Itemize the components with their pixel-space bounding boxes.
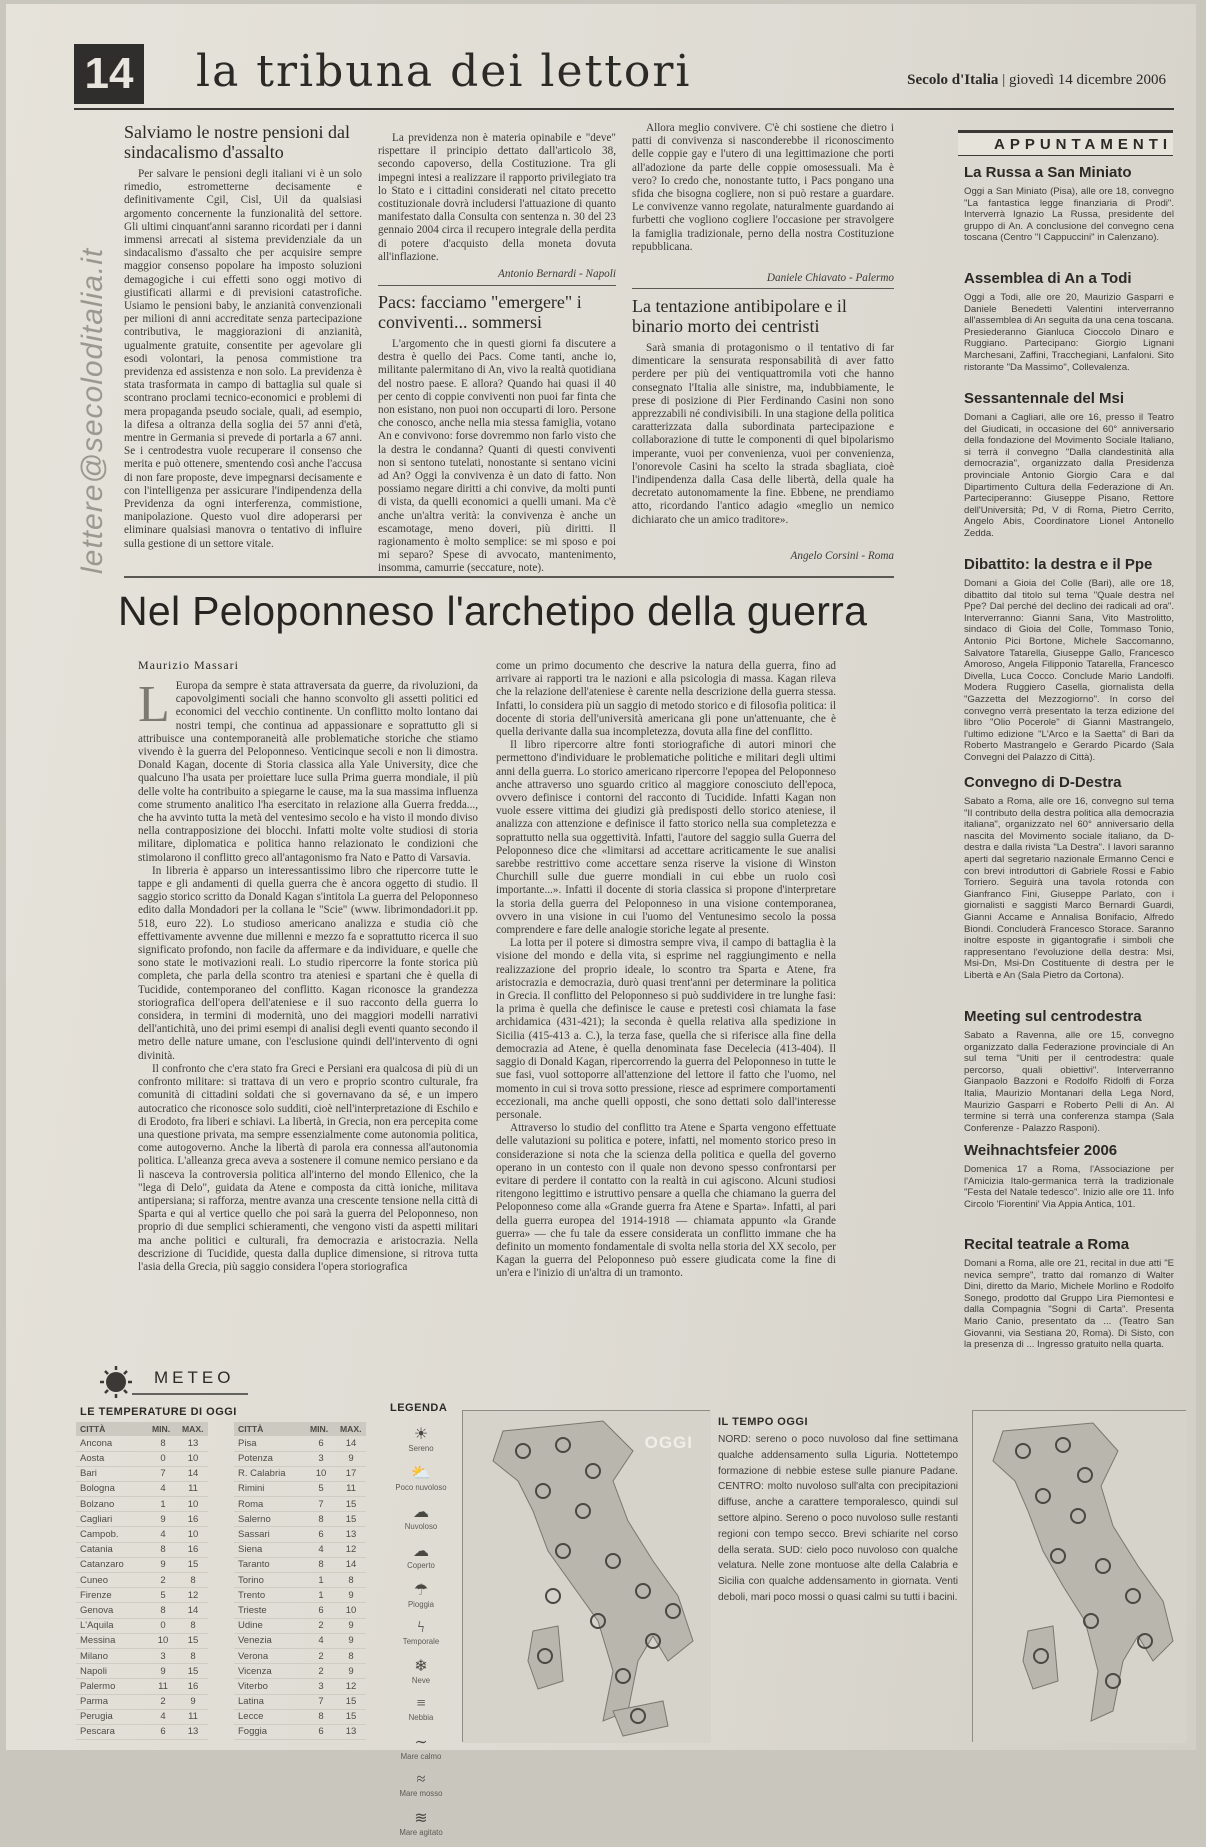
min-temp-cell: 9 <box>148 1664 178 1679</box>
city-cell: Firenze <box>76 1588 148 1603</box>
city-cell: Bolzano <box>76 1497 148 1512</box>
legend-item <box>390 1541 452 1570</box>
table-row <box>234 1709 366 1724</box>
min-temp-cell: 4 <box>148 1527 178 1542</box>
divider <box>378 285 616 286</box>
letter-1-body: Per salvare le pensioni degli italiani vi è un solo rimedio, estrometterne decisamente e definitivamente Cgil, Cisl, Uil da qualsiasi argomento concernente la funzionalità del settore. Gli ultimi cinquant'anni saranno ricordati per i danni immensi arrecati al sistema previdenziale da un sindacalismo d'assalto che per acquisire sempre maggior consenso popolare ha imposto soluzioni demagogiche i cui effetti sono oggi motivo di giustificati allarmi e di previsioni catastrofiche. Usiamo le pensioni baby, le anzianità convenzionali per milioni di anni accreditate senza partecipazione contributiva, le maggiorazioni di anzianità, ugualmente gratuite, consentite per agevolare gli esodi volontari, la penosa commistione tra previdenza ed assistenza e non solo. La previdenza è stata trasformata in campo di battaglia sul quale si scontrano proclami tecnico-economici e problemi di mera propaganda pseudo sociale, quali, ad esempio, la difesa a oltranza della soglia dei 57 anni d'età, mentre in Germania si prevede di portarla a 67 anni. Se i centrodestra vuole recuperare il consenso che merita e può ottenere, smentendo così anche l'accusa di non fare proposte, deve impegnarsi decisamente e con l'intelligenza per assicurare l'indipendenza della Previdenza da ogni interferenza, commistione, manipolazione. Questo vuol dire adoperarsi per eliminare qualsiasi manovra o tentativo di influire sulla gestione di un settore vitale. <box>124 168 362 550</box>
letter-3 <box>632 296 894 549</box>
min-temp-cell: 2 <box>148 1694 178 1709</box>
table-row <box>234 1588 366 1603</box>
city-cell: Trento <box>234 1588 306 1603</box>
article-paragraph: come un primo documento che descrive la natura della guerra, fino ad arrivare ai rapporti tra le nazioni e alla psicologia di massa. Kagan rileva che la relazione dell'ateniese è carente nella descrizione della guerra stessa. Infatti, lo considera più un saggio di metodo storico e di filosofia politica: il docente di storia dell'università americana gli pone un'attenuante, che è quella derivante dalla sua incompletezza, dovuta alla fine del conflitto. <box>496 660 836 739</box>
legend-label: Mare calmo <box>400 1752 442 1761</box>
city-cell: R. Calabria <box>234 1466 306 1481</box>
table-row <box>234 1679 366 1694</box>
min-temp-cell: 6 <box>306 1436 336 1451</box>
event-title: Recital teatrale a Roma <box>964 1236 1130 1253</box>
article-col-2 <box>496 660 836 1340</box>
max-temp-cell: 15 <box>336 1512 366 1527</box>
legend-label: Nuvoloso <box>404 1522 438 1531</box>
event-title: Weihnachtsfeier 2006 <box>964 1142 1118 1159</box>
letter-2-signature: Daniele Chiavato - Palermo <box>766 272 894 284</box>
min-temp-cell: 7 <box>306 1497 336 1512</box>
city-cell: Foggia <box>234 1724 306 1739</box>
weather-symbol-icon: ☁ <box>413 1543 429 1560</box>
max-temp-cell: 12 <box>336 1679 366 1694</box>
table-row <box>76 1603 208 1618</box>
max-temp-cell: 10 <box>178 1451 208 1466</box>
dropcap: L <box>138 676 170 733</box>
weather-symbol-icon: ≈ <box>416 1771 426 1788</box>
legend-item <box>390 1619 452 1646</box>
max-temp-cell: 8 <box>178 1573 208 1588</box>
city-cell: Parma <box>76 1694 148 1709</box>
issue-date: giovedì 14 dicembre 2006 <box>1008 72 1166 88</box>
appointments-header: APPUNTAMENTI <box>958 130 1173 156</box>
min-temp-cell: 1 <box>306 1573 336 1588</box>
article-paragraph: La lotta per il potere si dimostra sempre viva, il campo di battaglia è la visione del mondo e della vita, si esprime nel raggiungimento e nella realizzazione del proprio ideale, lo scontro tra Sparta e Atene, fra aristocrazia e democrazia, durò quasi trent'anni per determinare la politica in Grecia. Il conflitto del Peloponneso si può suddividere in tre lunghe fasi: la prima è quella che definisce le cause e pretesti così chiamata la fase archidamica (431-421); la seconda è quella relativa alla spedizione in Sicilia (415-413 a. C.), la terza fase, quella che si riferisce alla fine della democrazia ad Atene, è quella denominata fase Decelecia (413-404). Il saggio di Donald Kagan, ripercorrendo la guerra del Peloponneso in tutte le sue fasi, vuol sottoporre all'attenzione del lettore il fatto che l'uomo, nel momento in cui si trova sotto pressione, riesce ad esprimere comportamenti eccezionali, ma anche quelli opposti, che sono dettati solo dall'interesse personale. <box>496 937 836 1121</box>
max-temp-cell: 16 <box>178 1512 208 1527</box>
min-temp-cell: 1 <box>306 1588 336 1603</box>
table-row <box>76 1648 208 1663</box>
min-temp-cell: 1 <box>148 1497 178 1512</box>
max-temp-cell: 8 <box>178 1618 208 1633</box>
newspaper-name: Secolo d'Italia <box>907 72 999 88</box>
legend-item <box>390 1463 452 1492</box>
table-row <box>234 1481 366 1496</box>
weather-symbol-icon: ≡ <box>416 1695 426 1712</box>
table-row <box>234 1451 366 1466</box>
letter-2-col-2: Allora meglio convivere. C'è chi sostiene che dietro i patti di convivenza si nasconderebbe il riconoscimento delle coppie gay e l'utero di una legittimazione che porti all'adozione da parte delle coppie omosessuali. Ma è vero? Io credo che, nonostante tutto, i Pacs pongano una sfida che bisogna cogliere, non si può restare a guardare. Le convivenze vanno regolate, naturalmente guardando ai furbetti che vogliono cogliere l'occasione per stravolgere la famiglia tradizionale, perno della nostra Costituzione repubblicana. <box>632 122 894 253</box>
weather-map <box>462 1410 710 1742</box>
article-paragraph: Il libro ripercorre altre fonti storiografiche di autori minori che permettono d'individuare le problematiche politiche e militari degli ultimi anni della guerra. Lo storico americano ripercorre l'epopea del Peloponneso anche attraverso uno sguardo critico al maggiore conosciuto dell'epoca, ovvero definisce i contorni del racconto di Tucidide. Infatti Kagan non vuole essere vittima dei giudizi già predisposti dello storico ateniese, il analizza con attenzione e definisce il fatto storico nella sua completezza e soprattutto nella sua oggettività. Infatti, l'autore del saggio sulla Guerra del Peloponneso dice che «limitarsi ad accettare acriticamente le sue analisi sarebbe restrittivo come accettare senza riserve la visione di Winston Churchill sulle due guerre mondiali in cui ebbe un ruolo così importante...». Infatti il docente di storia classica si propone d'interpretare la storia della guerra del Peloponneso in una visione contemporanea, ovvero in una visione in cui l'uomo del Ventunesimo secolo la possa comprendere e fare delle analogie storiche legate al presente. <box>496 739 836 937</box>
city-cell: Latina <box>234 1694 306 1709</box>
event-text: Domani a Roma, alle ore 21, recital in due atti "E nevica sempre", tratto dal romanzo di Walter Dini, diretto da Mario, Michele Morlino e Rodolfo Sonego, prodotto dal Gruppo Lira Piemontesi e dalla Compagnia "Sogni di Carta". Presenta Mario Canio, presentato da ... (Teatro San Giovanni, via Sestiana 20, Roma). Di Sisto, con la presenza di ... Ingresso gratuito nella quarta. <box>964 1258 1174 1351</box>
min-temp-cell: 0 <box>148 1451 178 1466</box>
city-cell: Potenza <box>234 1451 306 1466</box>
table-row <box>76 1679 208 1694</box>
letter-1-col-2 <box>378 132 616 280</box>
letter-1-signature: Antonio Bernardi - Napoli <box>498 268 616 280</box>
temperatures-table-left <box>76 1422 208 1740</box>
max-temp-cell: 9 <box>178 1694 208 1709</box>
legend-item <box>390 1424 452 1453</box>
event <box>964 1008 1174 1136</box>
forecast-title: IL TEMPO OGGI <box>718 1416 809 1428</box>
table-row <box>234 1603 366 1618</box>
table-row <box>234 1618 366 1633</box>
max-temp-cell: 15 <box>178 1557 208 1572</box>
table-row <box>234 1497 366 1512</box>
divider <box>124 576 894 578</box>
max-temp-cell: 9 <box>336 1451 366 1466</box>
max-temp-cell: 14 <box>336 1436 366 1451</box>
event <box>964 1142 1174 1234</box>
table-row <box>234 1527 366 1542</box>
max-temp-cell: 13 <box>178 1436 208 1451</box>
max-temp-cell: 10 <box>336 1603 366 1618</box>
side-email: lettere@secoloditalia.it <box>76 247 109 574</box>
city-cell: Catania <box>76 1542 148 1557</box>
event <box>964 270 1174 382</box>
city-cell: Catanzaro <box>76 1557 148 1572</box>
min-temp-cell: 8 <box>148 1542 178 1557</box>
min-temp-cell: 4 <box>306 1542 336 1557</box>
max-temp-cell: 11 <box>178 1709 208 1724</box>
min-temp-cell: 8 <box>148 1603 178 1618</box>
city-cell: Bologna <box>76 1481 148 1496</box>
max-temp-cell: 10 <box>178 1497 208 1512</box>
city-cell: Campob. <box>76 1527 148 1542</box>
weather-symbol-icon: ☀ <box>413 1426 429 1443</box>
page-number: 14 <box>74 44 144 104</box>
article-byline: Maurizio Massari <box>138 658 239 672</box>
legend-item <box>390 1771 452 1798</box>
max-temp-cell: 11 <box>336 1481 366 1496</box>
legend-label: Pioggia <box>407 1600 434 1609</box>
table-row <box>76 1557 208 1572</box>
column-header: MAX. <box>336 1422 366 1436</box>
temperatures-title: LE TEMPERATURE DI OGGI <box>80 1406 237 1418</box>
event-text: Domani a Gioia del Colle (Bari), alle ore 18, dibattito dal titolo sul tema "Quale destra nel Ppe? Dal perché del declino dei radicali ad ora". Interverranno: Gianni Sana, Vito Mastrolitto, sindaco di Gioia del Colle, Tommaso Tonio, Antonio Pici Bortone, Michele Saccomanno, Salvatore Tatarella, Giuseppe Gallo, Francesco Amoroso, Angela Filipponio Tatarella, Francesco Divella, Luca Cocco. Conclude Mario Landolfi. Modera Ruggiero Casella, giornalista della "Gazzetta del Mezzogiorno". In corso del convegno verrà presentato la terza edizione del libro "Olio Pocerole" di Gianni Mastrangelo, l'ultimo edizione "L'Arco e la Saetta" di Bari da Roberto Mastrangelo e Gerardo Picardo (Sala Convegni del Palazzo di Città). <box>964 578 1174 763</box>
table-row <box>234 1512 366 1527</box>
table-row <box>76 1724 208 1739</box>
city-cell: Viterbo <box>234 1679 306 1694</box>
weather-symbol-icon: ∼ <box>414 1734 428 1751</box>
map-label: OGGI <box>644 1433 693 1452</box>
min-temp-cell: 8 <box>148 1436 178 1451</box>
city-cell: Napoli <box>76 1664 148 1679</box>
min-temp-cell: 6 <box>306 1724 336 1739</box>
max-temp-cell: 12 <box>178 1588 208 1603</box>
max-temp-cell: 16 <box>178 1679 208 1694</box>
min-temp-cell: 9 <box>148 1512 178 1527</box>
event <box>964 774 1174 1000</box>
column-header: CITTÀ <box>76 1422 148 1436</box>
city-cell: Venezia <box>234 1633 306 1648</box>
min-temp-cell: 10 <box>148 1633 178 1648</box>
divider <box>632 288 894 289</box>
city-cell: Aosta <box>76 1451 148 1466</box>
column-header: CITTÀ <box>234 1422 306 1436</box>
min-temp-cell: 10 <box>306 1466 336 1481</box>
event-text: Oggi a San Miniato (Pisa), alle ore 18, convegno "La fantastica legge finanziaria di Prodi". Interverrà Ignazio La Russa, presidente del gruppo di An. A conclusione del convegno cena toscana (Centro "I Cappuccini" in Calenzano). <box>964 186 1174 244</box>
legend-item <box>390 1656 452 1685</box>
letter-2-body: L'argomento che in questi giorni fa discutere a destra è quello dei Pacs. Come tanti, anche io, militante palermitano di An, vivo la realtà quotidiana del nostro paese. E allora? Quando hai quasi il 40 per cento di coppie conviventi non puoi far finta che non esistano, non puoi non occuparti di loro. Persone che conosco, anche nella mia stessa famiglia, votano An e convivono: forse dovremmo non farlo visto che la destra le condanna? Quanti di questi conviventi non si sentono tutelati, nonostante si sentano vicini ad An? Oggi la convivenza è un dato di fatto. Non possiamo negare diritti a chi convive, da molti punti di vista, da quelli economici a quelli umani. Ma c'è anche un'altra verità: la convivenza è anche un escamotage, meno doveri, più diritti. Il ragionamento è molto semplice: se mi sposo e poi mi separo? Spese di avvocato, mantenimento, insomma, camurrie (seccature, note). <box>378 338 617 575</box>
min-temp-cell: 6 <box>306 1603 336 1618</box>
table-row <box>76 1694 208 1709</box>
max-temp-cell: 8 <box>336 1573 366 1588</box>
max-temp-cell: 11 <box>178 1481 208 1496</box>
min-temp-cell: 3 <box>306 1679 336 1694</box>
min-temp-cell: 6 <box>306 1527 336 1542</box>
city-cell: Taranto <box>234 1557 306 1572</box>
column-header: MIN. <box>148 1422 178 1436</box>
city-cell: L'Aquila <box>76 1618 148 1633</box>
city-cell: Torino <box>234 1573 306 1588</box>
min-temp-cell: 3 <box>306 1451 336 1466</box>
city-cell: Palermo <box>76 1679 148 1694</box>
article-paragraph: Europa da sempre è stata attraversata da guerre, da rivoluzioni, da capovolgimenti sociali che hanno sconvolto gli assetti politici ed economici del vecchio continente. Un conflitto molto lontano dai nostri tempi, che continua ad appassionare e soprattutto gli si attribuisce una contemporaneità alle problematiche storiche che stiamo vivendo è la guerra del Peloponneso. Venticinque secoli e non li dimostra. Donald Kagan, docente di Storia classica alla Yale University, dice che qualcuno l'ha usata per proiettare luce sulla Prima guerra mondiale, il più delle volte ha contribuito a spiegarne le cause, ma la sua massima influenza come strumento analitico l'ha esercitato in relazione alla Guerra fredda..., che ha avvinto tutta la metà del ventesimo secolo e ha visto il mondo diviso nella contrapposizione dei blocchi. Infatti molte volte studiosi di storia militare, diplomatica e politica hanno relazionato le condizioni che stimolarono il conflitto greco all'antagonismo fra Nato e Patto di Varsavia. <box>138 680 478 864</box>
min-temp-cell: 2 <box>306 1648 336 1663</box>
min-temp-cell: 6 <box>148 1724 178 1739</box>
letter-2-col-1 <box>378 292 616 575</box>
italy-map-icon <box>973 1411 1187 1743</box>
min-temp-cell: 2 <box>306 1618 336 1633</box>
city-cell: Pisa <box>234 1436 306 1451</box>
max-temp-cell: 12 <box>336 1542 366 1557</box>
min-temp-cell: 2 <box>306 1664 336 1679</box>
min-temp-cell: 2 <box>148 1573 178 1588</box>
city-cell: Siena <box>234 1542 306 1557</box>
legend-label: Nebbia <box>408 1713 434 1722</box>
table-row <box>76 1588 208 1603</box>
city-cell: Roma <box>234 1497 306 1512</box>
table-row <box>234 1648 366 1663</box>
meteo-logo-text: METEO <box>154 1368 235 1387</box>
city-cell: Ancona <box>76 1436 148 1451</box>
event-title: Convegno di D-Destra <box>964 774 1122 791</box>
table-row <box>76 1466 208 1481</box>
city-cell: Vicenza <box>234 1664 306 1679</box>
table-row <box>234 1466 366 1481</box>
letter-3-title: La tentazione antibipolare e il binario morto dei centristi <box>632 296 847 336</box>
min-temp-cell: 4 <box>148 1481 178 1496</box>
event-text: Sabato a Roma, alle ore 16, convegno sul tema "Il contributo della destra politica alla democrazia italiana", organizzato nel 60° anniversario della nascita del Movimento sociale italiano, da D-destra e dalla rivista "La Destra". I lavori saranno aperti dal segretario nazionale Ermanno Cenci e con brevi introduttori di Gabriele Rossi e Fabio Torriero. Seguirà una tavola rotonda con Gianfranco Fini, Giuseppe Parlato, con i giornalisti e saggisti Marco Bernardi Guardi, Gianni Accame e Annalisa Bonifacio, Alfredo Biondi. Concluderà Francesco Storace. Saranno inoltre esposte in gigantografie i simboli che rappresentano l'evoluzione della destra: Msi, Msi-Dn, Msi-Dn Costituente di destra per le Libertà e An (Sala Pietro da Cortona). <box>964 796 1174 981</box>
city-cell: Trieste <box>234 1603 306 1618</box>
table-row <box>234 1694 366 1709</box>
italy-map-icon <box>463 1411 711 1743</box>
event <box>964 1236 1174 1351</box>
city-cell: Genova <box>76 1603 148 1618</box>
max-temp-cell: 13 <box>336 1724 366 1739</box>
letter-3-signature: Angelo Corsini - Roma <box>790 550 894 562</box>
max-temp-cell: 14 <box>178 1466 208 1481</box>
max-temp-cell: 8 <box>178 1648 208 1663</box>
max-temp-cell: 16 <box>178 1542 208 1557</box>
min-temp-cell: 0 <box>148 1618 178 1633</box>
table-row <box>76 1481 208 1496</box>
legend-label: Temporale <box>402 1637 440 1646</box>
article-paragraph: Il confronto che c'era stato fra Greci e Persiani era qualcosa di più di un confronto militare: si trattava di un vero e proprio scontro culturale, fra comunità di cittadini soldati che si governavano da sé, e un impero autocratico che riconosce solo sudditi, cioè nell'interpretazione di Eschilo e di Erodoto, fra liberi e schiavi. La libertà, in Grecia, non era percepita come una questione privata, ma sempre essenzialmente come autonomia politica, come autogoverno. Anche la libertà di parola era connessa all'autonomia politica. L'alleanza greca aveva a sostenere il comune nemico persiano e da lì nasceva la controversia politica all'interno del mondo Ellenico, che la "lega di Delo", guidata da Atene e composta da città ioniche, militava antipersiana; si rafforza, mentre avanza una crescente tensione nella città di Sparta e qui al vertice quello che poi sarà la guerra del Peloponneso, non proprio di due semplici schieramenti, che vengono visti da aspetti militari ma anche politici e culturali, fra democrazia e aristocrazia. Nella descrizione di Tucidide, questa dalla duplice dimensione, si ritrova tutta l'asia della Grecia, più saggio considera l'opera storiografica <box>138 1062 478 1273</box>
table-row <box>76 1512 208 1527</box>
min-temp-cell: 5 <box>148 1588 178 1603</box>
legend-title: LEGENDA <box>390 1402 448 1414</box>
min-temp-cell: 8 <box>306 1709 336 1724</box>
max-temp-cell: 9 <box>336 1588 366 1603</box>
event <box>964 390 1174 550</box>
table-row <box>76 1527 208 1542</box>
min-temp-cell: 4 <box>148 1709 178 1724</box>
section-title: la tribuna dei lettori <box>196 46 692 97</box>
table-row <box>234 1557 366 1572</box>
table-row <box>76 1573 208 1588</box>
city-cell: Milano <box>76 1648 148 1663</box>
event-title: La Russa a San Miniato <box>964 164 1132 181</box>
city-cell: Perugia <box>76 1709 148 1724</box>
weather-symbol-icon: ≋ <box>414 1810 428 1827</box>
max-temp-cell: 15 <box>178 1664 208 1679</box>
event <box>964 164 1174 268</box>
legend-label: Mare mosso <box>399 1789 443 1798</box>
legend-item <box>390 1502 452 1531</box>
table-row <box>76 1542 208 1557</box>
masthead: Secolo d'Italia | giovedì 14 dicembre 2006 <box>907 72 1166 88</box>
table-row <box>234 1436 366 1451</box>
min-temp-cell: 5 <box>306 1481 336 1496</box>
article-col-1 <box>138 676 478 1340</box>
max-temp-cell: 13 <box>336 1527 366 1542</box>
table-row <box>76 1451 208 1466</box>
article-paragraph: Attraverso lo studio del conflitto tra Atene e Sparta vengono effettuate delle valutazioni su politica e potere, infatti, nel momento storico preso in considerazione si nota che la scienza della politica e quella del governo operano in un contesto con il quale non devono spesso confrontarsi per evitare di perdere il contatto con la realtà in cui agiscono. Alcuni studiosi ritengono legittimo e istruttivo pensare a quella che chiamano la guerra del Peloponneso come alla «Grande guerra fra Atene e Sparta». Infatti, al pari della guerra europea del 1914-1918 — chiamata appunto «la Grande guerra» — che fu tale da essere considerata un conflitto immane che ha definito un momento fondamentale di svolta nella storia del XX secolo, per Kagan la guerra del Peloponneso può essere giudicata come la fine di un'era e l'inizio di un'altra di un tramonto. <box>496 1122 836 1280</box>
weather-legend <box>390 1424 452 1847</box>
max-temp-cell: 14 <box>178 1603 208 1618</box>
table-row <box>76 1497 208 1512</box>
temperatures-table-right <box>234 1422 366 1740</box>
legend-label: Neve <box>411 1676 431 1685</box>
max-temp-cell: 14 <box>336 1557 366 1572</box>
max-temp-cell: 15 <box>336 1694 366 1709</box>
max-temp-cell: 10 <box>178 1527 208 1542</box>
event-title: Sessantennale del Msi <box>964 390 1125 407</box>
event-text: Domani a Cagliari, alle ore 16, presso il Teatro del Giudicati, in occasione del 60° anniversario della fondazione del Movimento Sociale Italiano, si terrà il convegno "Dalla clandestinità alla democrazia", organizzato dalla Presidenza provinciale Antonio Giorgio Cara e dal Dipartimento Cultura della Federazione di An. Parteciperanno: Giuseppe Pisano, Rettore dell'Università; Pd, V di Roma, Pietro Cerrito, Angelo Abis, Coordinatore Lionel Antonello Zedda. <box>964 412 1174 539</box>
weather-symbol-icon: ☁ <box>413 1504 429 1521</box>
weather-symbol-icon: ☂ <box>413 1582 429 1599</box>
weather-symbol-icon: ❄ <box>414 1658 428 1675</box>
legend-label: Sereno <box>408 1444 434 1453</box>
event-text: Domenica 17 a Roma, l'Associazione per l'Amicizia Italo-germanica terrà la tradizionale "Festa del Natale tedesco". Inizio alle ore 11. Info Circolo 'Fiorentini' Via Appia Antica, 101. <box>964 1164 1174 1210</box>
max-temp-cell: 9 <box>336 1618 366 1633</box>
min-temp-cell: 3 <box>148 1648 178 1663</box>
table-row <box>234 1664 366 1679</box>
min-temp-cell: 8 <box>306 1512 336 1527</box>
table-row <box>76 1618 208 1633</box>
table-row <box>76 1633 208 1648</box>
event-title: Assemblea di An a Todi <box>964 270 1132 287</box>
weather-map-2 <box>972 1410 1186 1742</box>
table-row <box>234 1573 366 1588</box>
city-cell: Cuneo <box>76 1573 148 1588</box>
city-cell: Pescara <box>76 1724 148 1739</box>
event-text: Oggi a Todi, alle ore 20, Maurizio Gasparri e Daniele Benedetti Valentini interverranno all'assemblea di An seguita da una cena toscana. Presiederanno Gianluca Cioccolo Dinaro e Ruggiano. Partecipano: Giorgio Lignani Marchesani, Zaffini, Tracchegiani, Lanfaloni. Sito ristorante "Da Massimo", Collevalenza. <box>964 292 1174 373</box>
legend-item <box>390 1732 452 1761</box>
city-cell: Cagliari <box>76 1512 148 1527</box>
max-temp-cell: 13 <box>178 1724 208 1739</box>
max-temp-cell: 17 <box>336 1466 366 1481</box>
table-row <box>76 1709 208 1724</box>
table-row <box>234 1633 366 1648</box>
min-temp-cell: 11 <box>148 1679 178 1694</box>
min-temp-cell: 7 <box>306 1694 336 1709</box>
city-cell: Verona <box>234 1648 306 1663</box>
max-temp-cell: 8 <box>336 1648 366 1663</box>
article-paragraph: In libreria è apparso un interessantissimo libro che ripercorre tutte le tappe e gli andamenti di quella guerra che è ancora oggetto di studio. Il saggio storico scritto da Donald Kagan s'intitola La guerra del Peloponneso edito dalla Mondadori per la collana le "Scie" (www. librimondadori.it pp. 518, euro 22). Lo studioso americano analizza e studia ciò che effettivamente avvenne due millenni e mezzo fa e soprattutto ricerca il suo significato profondo, non facile da affermare e da individuare, e quelle che sono state le motivazioni reali. Lo studio ripercorre la fonte storica più completa, che parla della scontro tra ateniesi e spartani che è quella di Tucidide, contemporaneo del conflitto. Kagan riconosce la grandezza storiografica dell'opera dell'ateniese e il suo racconto della guerra lo considera, in termini di modernità, uno dei maggiori modelli narrativi dell'antichità, uno dei primi esempi di analisi degli eventi quanto secondo il metro delle nature umane, con l'esclusione quindi dell'intervento di ogni divinità. <box>138 864 478 1062</box>
letter-1-body-cont: La previdenza non è materia opinabile e "deve" rispettare il principio dettato dall'articolo 38, secondo capoverso, della Costituzione. Tra gli impegni intesi a realizzare il rapporto privilegiato tra lo Stato e i cittadini considerati nel citato precetto costituzionale dovrà includersi l'attuazione di quanto manifestato dalla Consulta con sentenza n. 30 del 23 gennaio 2004 circa il recupero integrale della perdita di potere d'acquisto della moneta dovuta all'inflazione. <box>378 132 616 263</box>
table-row <box>76 1436 208 1451</box>
max-temp-cell: 15 <box>336 1709 366 1724</box>
max-temp-cell: 15 <box>178 1633 208 1648</box>
event-text: Sabato a Ravenna, alle ore 15, convegno organizzato dalla Federazione provinciale di An sul tema "Uniti per il centrodestra: quale percorso, quali obiettivi". Interverranno Gianpaolo Bazzoni e Rodolfo Ridolfi di Forza Italia, Maurizio Montanari della Lega Nord, Maurizio Gasparri e Roberto Pelli di An. Al termine si terrà una conferenza stampa (Sala Conferenze - Palazzo Rasponi). <box>964 1030 1174 1134</box>
legend-item <box>390 1695 452 1722</box>
column-header: MAX. <box>178 1422 208 1436</box>
letter-1-title: Salviamo le nostre pensioni dal sindacalismo d'assalto <box>124 122 350 162</box>
max-temp-cell: 9 <box>336 1664 366 1679</box>
legend-label: Mare agitato <box>399 1828 443 1837</box>
legend-label: Coperto <box>407 1561 435 1570</box>
city-cell: Sassari <box>234 1527 306 1542</box>
header-rule <box>74 108 1174 110</box>
forecast-text: NORD: sereno o poco nuvoloso dal fine settimana qualche addensamento sulla Liguria. Nottetempo formazione di nebbie estese sulle pianure Padane. CENTRO: molto nuvoloso sull'alta con precipitazioni diffuse, anche a carattere temporalesco, quindi sul settore alpino. Sereno o poco nuvoloso sulle restanti regioni con tempo secco. Brevi schiarite nel corso della serata. SUD: cielo poco nuvoloso con qualche velatura. Nelle zone montuose alte della Calabria e Sicilia con qualche addensamento in giornata. Venti deboli, mari poco mossi o quasi calmi su tutti i bacini. <box>718 1434 958 1603</box>
city-cell: Lecce <box>234 1709 306 1724</box>
min-temp-cell: 9 <box>148 1557 178 1572</box>
city-cell: Rimini <box>234 1481 306 1496</box>
event <box>964 556 1174 766</box>
city-cell: Messina <box>76 1633 148 1648</box>
min-temp-cell: 8 <box>306 1557 336 1572</box>
event-title: Meeting sul centrodestra <box>964 1008 1142 1025</box>
newspaper-page <box>6 4 1196 1837</box>
legend-item <box>390 1808 452 1837</box>
max-temp-cell: 15 <box>336 1497 366 1512</box>
city-cell: Salerno <box>234 1512 306 1527</box>
min-temp-cell: 7 <box>148 1466 178 1481</box>
table-row <box>76 1664 208 1679</box>
table-row <box>234 1542 366 1557</box>
max-temp-cell: 9 <box>336 1633 366 1648</box>
event-title: Dibattito: la destra e il Ppe <box>964 556 1153 573</box>
weather-symbol-icon: ϟ <box>417 1619 425 1636</box>
letter-2-title: Pacs: facciamo "emergere" i conviventi... sommersi <box>378 292 582 332</box>
city-cell: Bari <box>76 1466 148 1481</box>
article-headline: Nel Peloponneso l'archetipo della guerra <box>118 588 868 634</box>
weather-symbol-icon: ⛅ <box>411 1465 431 1482</box>
column-header: MIN. <box>306 1422 336 1436</box>
min-temp-cell: 4 <box>306 1633 336 1648</box>
letter-3-body: Sarà smania di protagonismo o il tentativo di far dimenticare la sensurata responsabilità di aver fatto perdere per più dei ventiquattromila voti che hanno consegnato l'Italia alle sinistre, ma, indubbiamente, le prese di posizione di Pier Ferdinando Casini non sono apprezzabili né condivisibili. In una stagione della politica caratterizzata dalla subordinata partecipazione e collaborazione di tutte le componenti di quel bipolarismo imperante, vuoi per convenienza, vuoi per convenienza, l'onorevole Casini ha scelto la strada sbagliata, cioè l'indipendenza dalla Casa delle libertà, della quale ha decretato autonomamente la fine. Ebbene, ne prendiamo atto, ricordando l'antico adagio «meglio un nemico dichiarato che un amico traditore». <box>632 342 894 526</box>
letter-1-col-1 <box>124 122 362 577</box>
table-row <box>234 1724 366 1739</box>
city-cell: Udine <box>234 1618 306 1633</box>
legend-label: Poco nuvoloso <box>395 1483 447 1492</box>
legend-item <box>390 1580 452 1609</box>
